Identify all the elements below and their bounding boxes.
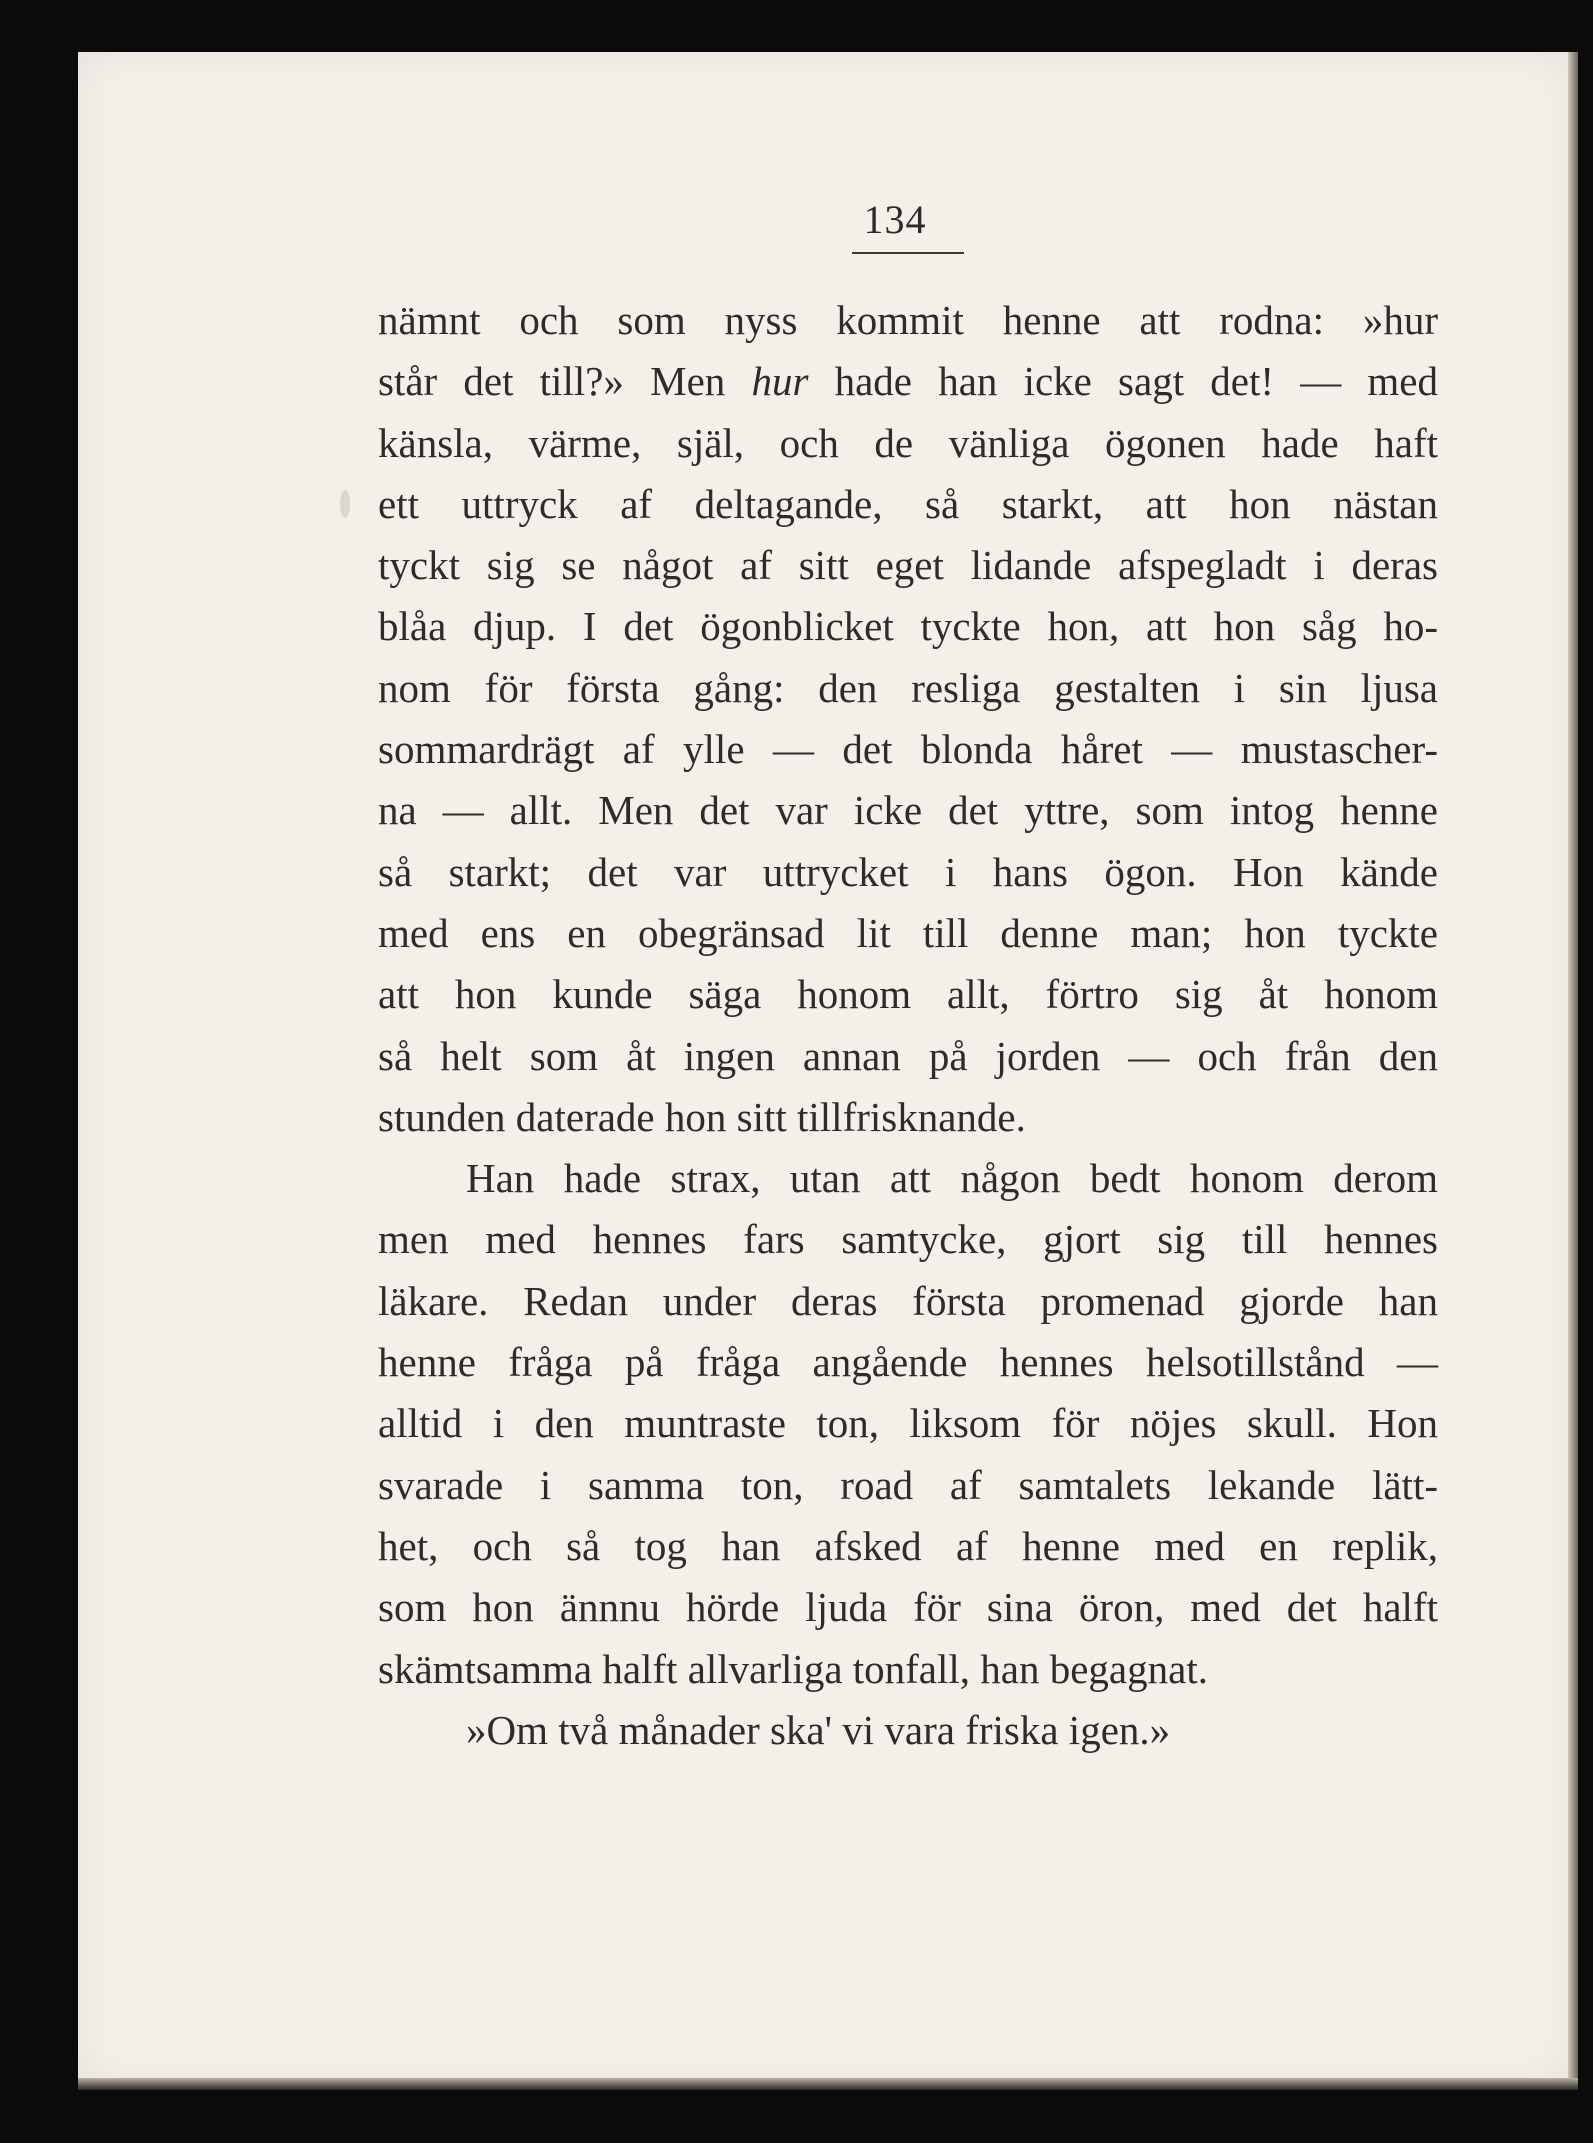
text-line: så helt som åt ingen annan på jorden — och från den (378, 1032, 1438, 1079)
text-line: ett uttryck af deltagande, så starkt, att hon nästan (378, 480, 1438, 527)
text-line: så starkt; det var uttrycket i hans ögon. Hon kände (378, 848, 1438, 895)
text-line: att hon kunde säga honom allt, förtro sig åt honom (378, 971, 1438, 1018)
emphasized-word: hur (751, 358, 809, 405)
text-line: med ens en obegränsad lit till denne man; hon tyckte (378, 909, 1438, 956)
text-line: men med hennes fars samtycke, gjort sig till hennes (378, 1216, 1438, 1263)
text-line: skämtsamma halft allvarliga tonfall, han begagnat. (378, 1645, 1208, 1692)
header-rule (852, 252, 964, 254)
text-line: står det till?» Men hur hade han icke sagt det! — med (378, 358, 1438, 405)
text-line: tyckt sig se något af sitt eget lidande afspegladt i deras (378, 542, 1438, 589)
margin-mark (340, 490, 350, 518)
text-line: na — allt. Men det var icke det yttre, som intog henne (378, 787, 1438, 834)
text-line: het, och så tog han afsked af henne med en replik, (378, 1522, 1438, 1569)
page-edge-bottom (78, 2078, 1578, 2090)
body-text (378, 290, 1438, 1761)
text-line: som hon ännnu hörde ljuda för sina öron, med det halft (378, 1584, 1438, 1631)
text-line: läkare. Redan under deras första promenad gjorde han (378, 1277, 1438, 1324)
text-line: svarade i samma ton, road af samtalets lekande lätt- (378, 1461, 1438, 1508)
page-edge-right (1568, 52, 1578, 2084)
text-line: alltid i den muntraste ton, liksom för nöjes skull. Hon (378, 1400, 1438, 1447)
text-line: nom för första gång: den resliga gestalten i sin ljusa (378, 664, 1438, 711)
text-line: Han hade strax, utan att någon bedt honom derom (466, 1155, 1438, 1202)
text-line: »Om två månader ska' vi vara friska igen.» (466, 1706, 1171, 1753)
text-line: nämnt och som nyss kommit henne att rodna: »hur (378, 297, 1438, 343)
text-line: stunden daterade hon sitt tillfrisknande. (378, 1093, 1026, 1140)
text-line: blåa djup. I det ögonblicket tyckte hon, att hon såg ho- (378, 603, 1438, 650)
text-line: sommardrägt af ylle — det blonda håret — mustascher- (378, 726, 1438, 773)
text-line: känsla, värme, själ, och de vänliga ögonen hade haft (378, 419, 1438, 466)
page-number: 134 (863, 197, 927, 242)
text-line: henne fråga på fråga angående hennes helsotillstånd — (378, 1339, 1438, 1386)
